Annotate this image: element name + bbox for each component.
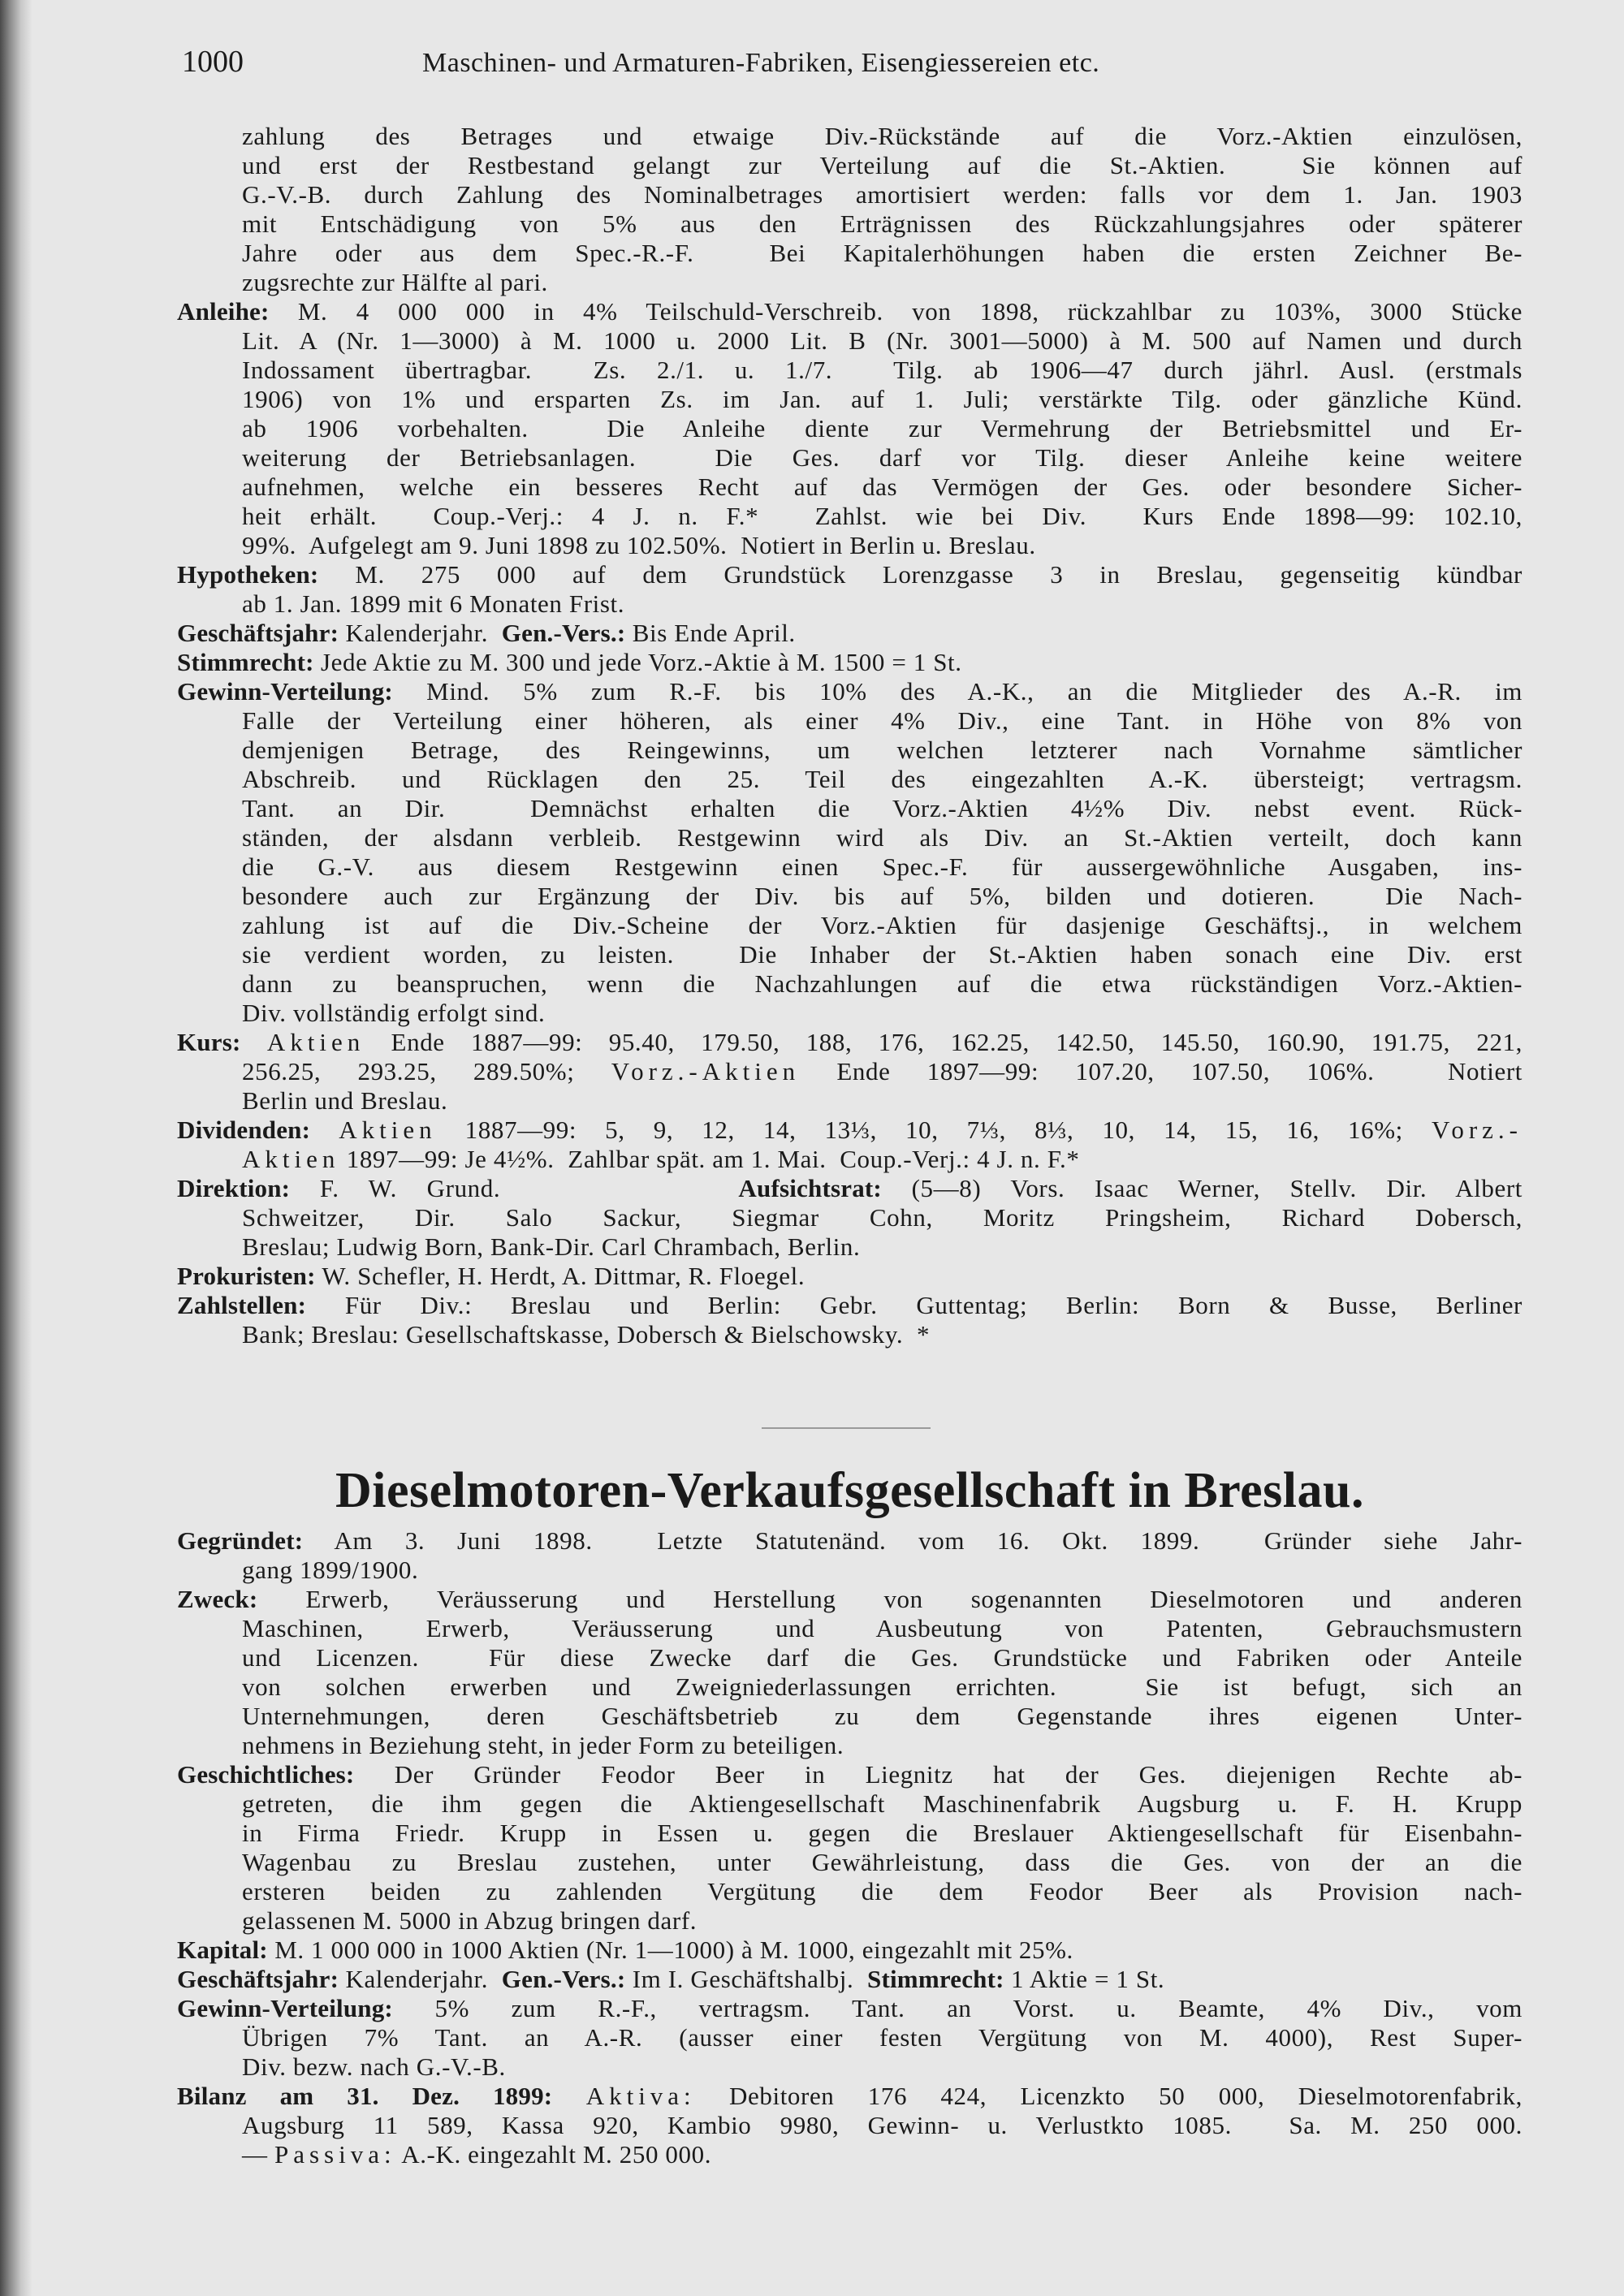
text-line [242,794,1522,823]
text-line [177,1262,1522,1291]
running-title: Maschinen- und Armaturen-Fabriken, Eisengiessereien etc. [422,48,1100,78]
text-line [242,2140,1522,2169]
text-segment: gelassenen M. 5000 in Abzug bringen darf. [242,1906,698,1935]
text-segment: 1906) von 1% und ersparten Zs. im Jan. auf 1. Juli; verstärkte Tilg. oder gänzliche Künd. [242,385,1522,413]
text-segment: die G.-V. aus diesem Restgewinn einen Spec.-F. für aussergewöhnliche Ausgaben, ins- [242,852,1522,881]
text-line [242,1906,1522,1936]
text-segment: ersteren beiden zu zahlenden Vergütung die dem Feodor Beer als Provision nach- [242,1877,1522,1905]
text-line [242,999,1522,1028]
text-line [242,180,1522,209]
text-line [242,852,1522,882]
text-line [242,209,1522,239]
text-line [242,589,1522,619]
text-segment: Tant. an Dir. Demnächst erhalten die Vorz.-Aktien 4½% Div. nebst event. Rück- [242,794,1522,822]
text-segment: Passiva: [274,2140,396,2169]
entry-label: Zahlstellen: [177,1291,307,1319]
inline-label: Aufsichtsrat: [738,1174,882,1202]
text-line [177,1965,1522,1994]
text-segment: Für Div.: Breslau und Berlin: Gebr. Guttentag; Berlin: Born & Busse, Berliner [344,1291,1522,1319]
entry [177,1028,1522,1116]
text-segment: M. 4 000 000 in 4% Teilschuld-Verschreib. von 1898, rückzahlbar zu 103%, 3000 Stücke [297,297,1522,326]
text-segment: 1 Aktie = 1 St. [1004,1965,1165,1993]
text-line [242,736,1522,765]
text-line [242,969,1522,999]
text-line [242,239,1522,268]
text-line [242,385,1522,414]
text-segment: Maschinen, Erwerb, Veräusserung und Ausbeutung von Patenten, Gebrauchsmustern [242,1614,1522,1642]
entry-label: Hypotheken: [177,560,319,589]
text-segment: Schweitzer, Dir. Salo Sackur, Siegmar Cohn, Moritz Pringsheim, Richard Dobersch, [242,1203,1522,1232]
text-line [242,1145,1522,1174]
text-line [177,1585,1522,1614]
entry [177,1262,1522,1291]
text-segment: ab 1906 vorbehalten. Die Anleihe diente zur Vermehrung der Betriebsmittel und Er- [242,414,1522,442]
text-segment: M. 1 000 000 in 1000 Aktien (Nr. 1—1000) à M. 1000, eingezahlt mit 25%. [274,1936,1073,1964]
text-line [242,1643,1522,1672]
text-segment: Der Gründer Feodor Beer in Liegnitz hat der Ges. diejenigen Rechte ab- [394,1760,1522,1789]
text-line [177,560,1522,589]
text-line [242,1556,1522,1585]
entry [177,619,1522,648]
entry-label: Geschäftsjahr: [177,1965,339,1993]
text-segment: Debitoren 176 424, Licenzkto 50 000, Dieselmotorenfabrik, [695,2082,1522,2110]
entry [177,1760,1522,1936]
text-segment: Lit. A (Nr. 1—3000) à M. 1000 u. 2000 Lit. B (Nr. 3001—5000) à M. 500 auf Namen und durch [242,326,1522,355]
text-segment: Mind. 5% zum R.-F. bis 10% des A.-K., an die Mitglieder des A.-R. im [426,677,1522,706]
text-segment: weiterung der Betriebsanlagen. Die Ges. darf vor Tilg. dieser Anleihe keine weitere [242,443,1522,472]
text-segment: Unternehmungen, deren Geschäftsbetrieb zu dem Gegenstande ihres eigenen Unter- [242,1702,1522,1730]
text-line [242,882,1522,911]
text-segment: Falle der Verteilung einer höheren, als einer 4% Div., eine Tant. in Höhe von 8% von [242,706,1522,735]
text-line [177,2082,1522,2111]
entry-label: Geschichtliches: [177,1760,355,1789]
text-line [242,940,1522,969]
entry-label: Zweck: [177,1585,258,1613]
text-line [242,356,1522,385]
text-segment: nehmens in Beziehung steht, in jeder Form zu beteiligen. [242,1731,844,1759]
text-line [242,1731,1522,1760]
text-line [242,2052,1522,2082]
text-segment: Div. bezw. nach G.-V.-B. [242,2052,506,2081]
text-segment: ab 1. Jan. 1899 mit 6 Monaten Frist. [242,589,625,618]
company-heading: Dieselmotoren-Verkaufsgesellschaft in Breslau. [335,1463,1364,1518]
entry [177,1965,1522,1994]
text-segment: ständen, der alsdann verbleib. Restgewinn wird als Div. an St.-Aktien verteilt, doch kann [242,823,1522,852]
text-line [242,326,1522,356]
text-segment: dann zu beanspruchen, wenn die Nachzahlungen auf die etwa rückständigen Vorz.-Aktien- [242,969,1522,998]
text-segment: 1887—99: 5, 9, 12, 14, 13⅓, 10, 7⅓, 8⅓, 10, 14, 15, 16, 16%; [436,1116,1432,1144]
text-line [242,1232,1522,1262]
text-segment: Im I. Geschäftshalbj. [625,1965,868,1993]
text-segment: Wagenbau zu Breslau zustehen, unter Gewährleistung, dass die Ges. von der an die [242,1848,1522,1876]
text-line [242,1203,1522,1232]
text-line [177,1174,1522,1203]
text-segment: gang 1899/1900. [242,1556,419,1584]
text-segment: Berlin und Breslau. [242,1086,448,1115]
text-segment: G.-V.-B. durch Zahlung des Nominalbetrages amortisiert werden: falls vor dem 1. Jan. 1903 [242,180,1522,209]
text-segment: 1897—99: Je 4½%. Zahlbar spät. am 1. Mai. Coup.-Verj.: 4 J. n. F.* [339,1145,1080,1173]
entry-label: Bilanz am 31. Dez. 1899: [177,2082,553,2110]
text-segment: mit Entschädigung von 5% aus den Erträgnissen des Rückzahlungsjahres oder späterer [242,209,1522,238]
text-line [242,443,1522,473]
entry [177,1994,1522,2082]
text-segment: heit erhält. Coup.-Verj.: 4 J. n. F.* Zahlst. wie bei Div. Kurs Ende 1898—99: 102.10, [242,502,1522,530]
text-line [242,1320,1522,1349]
text-line [242,268,1522,297]
page-number: 1000 [182,45,244,79]
entry-label: Gewinn-Verteilung: [177,677,393,706]
text-line [242,1702,1522,1731]
text-segment: Bank; Breslau: Gesellschaftskasse, Dobersch & Bielschowsky. * [242,1320,931,1349]
text-segment: Vorz.-Aktien [611,1057,801,1085]
text-line [242,122,1522,151]
text-segment: Übrigen 7% Tant. an A.-R. (ausser einer festen Vergütung von M. 4000), Rest Super- [242,2023,1522,2052]
text-line [177,1994,1522,2023]
text-segment: Aktien [339,1116,437,1144]
entry [177,560,1522,619]
text-line [242,1086,1522,1116]
scan-page-edge [0,0,32,2296]
entry [177,1936,1522,1965]
text-line [177,1936,1522,1965]
entry [177,297,1522,560]
text-segment: — [242,2140,274,2169]
text-segment: Bis Ende April. [625,619,796,647]
entry-label: Kapital: [177,1936,268,1964]
entry-label: Gewinn-Verteilung: [177,1994,393,2022]
text-line [242,1789,1522,1819]
text-line [177,648,1522,677]
text-line [177,1526,1522,1556]
section-divider [762,1427,931,1429]
entry-label: Stimmrecht: [177,648,314,676]
inline-label: Gen.-Vers.: [501,619,626,647]
entry-label: Dividenden: [177,1116,311,1144]
text-line [242,765,1522,794]
text-segment: Augsburg 11 589, Kassa 920, Kambio 9980, Gewinn- u. Verlustkto 1085. Sa. M. 250 000. [242,2111,1522,2139]
text-segment: aufnehmen, welche ein besseres Recht auf das Vermögen der Ges. oder besondere Sicher- [242,473,1522,501]
text-segment: M. 275 000 auf dem Grundstück Lorenzgasse 3 in Breslau, gegenseitig kündbar [355,560,1522,589]
text-segment: Ende 1897—99: 107.20, 107.50, 106%. Notiert [800,1057,1522,1085]
text-segment: getreten, die ihm gegen die Aktiengesellschaft Maschinenfabrik Augsburg u. F. H. Krupp [242,1789,1522,1818]
text-segment: demjenigen Betrage, des Reingewinns, um welchen letzterer nach Vornahme sämtlicher [242,736,1522,764]
text-line [177,1291,1522,1320]
entry-label: Gegründet: [177,1526,304,1555]
entry [177,1291,1522,1349]
text-segment: Jede Aktie zu M. 300 und jede Vorz.-Aktie à M. 1500 = 1 St. [321,648,962,676]
entry [177,2082,1522,2169]
text-segment: W. Schefler, H. Herdt, A. Dittmar, R. Floegel. [322,1262,806,1290]
section-dieselmotoren [177,1526,1522,2169]
text-segment: Breslau; Ludwig Born, Bank-Dir. Carl Chrambach, Berlin. [242,1232,861,1261]
text-line [242,531,1522,560]
text-line [242,823,1522,852]
text-segment: besondere auch zur Ergänzung der Div. bis auf 5%, bilden und dotieren. Die Nach- [242,882,1522,910]
text-segment: Div. vollständig erfolgt sind. [242,999,546,1027]
text-line [177,1116,1522,1145]
entry [177,1526,1522,1585]
text-segment: und erst der Restbestand gelangt zur Verteilung auf die St.-Aktien. Sie können auf [242,151,1522,179]
entry [177,1585,1522,1760]
text-segment: Kalenderjahr. [345,619,502,647]
entry-label: Anleihe: [177,297,270,326]
text-segment: Aktien [242,1145,340,1173]
text-segment: Indossament übertragbar. Zs. 2./1. u. 1./7. Tilg. ab 1906—47 durch jährl. Ausl. (erstmals [242,356,1522,384]
entry [177,122,1522,297]
text-line [242,1819,1522,1848]
text-segment: Abschreib. und Rücklagen den 25. Teil des eingezahlten A.-K. übersteigt; vertragsm. [242,765,1522,793]
text-segment: sie verdient worden, zu leisten. Die Inhaber der St.-Aktien haben sonach eine Div. erst [242,940,1522,969]
entry-label: Geschäftsjahr: [177,619,339,647]
text-segment: und Licenzen. Für diese Zwecke darf die Ges. Grundstücke und Fabriken oder Anteile [242,1643,1522,1672]
inline-label: Gen.-Vers.: [501,1965,626,1993]
text-line [242,414,1522,443]
text-segment: von solchen erwerben und Zweigniederlassungen errichten. Sie ist befugt, sich an [242,1672,1522,1701]
text-segment: Jahre oder aus dem Spec.-R.-F. Bei Kapitalerhöhungen haben die ersten Zeichner Be- [242,239,1522,267]
text-segment: zugsrechte zur Hälfte al pari. [242,268,548,296]
entry [177,1174,1522,1262]
text-line [242,706,1522,736]
text-segment: Aktiva: [585,2082,696,2110]
text-line [242,911,1522,940]
text-line [242,2023,1522,2052]
text-line [177,677,1522,706]
text-segment: Ende 1887—99: 95.40, 179.50, 188, 176, 162.25, 142.50, 145.50, 160.90, 191.75, 221, [365,1028,1522,1056]
text-line [242,1877,1522,1906]
text-line [242,2111,1522,2140]
entry [177,1116,1522,1174]
text-segment: zahlung ist auf die Div.-Scheine der Vorz.-Aktien für dasjenige Geschäftsj., in welchem [242,911,1522,939]
entry-label: Prokuristen: [177,1262,316,1290]
section-previous-company-continued [177,122,1522,1349]
entry [177,648,1522,677]
text-line [242,1614,1522,1643]
text-line [242,502,1522,531]
entry-label: Direktion: [177,1174,291,1202]
text-segment: Aktien [266,1028,365,1056]
text-line [242,1672,1522,1702]
text-segment: Am 3. Juni 1898. Letzte Statutenänd. vom 16. Okt. 1899. Gründer siehe Jahr- [334,1526,1523,1555]
text-segment: A.-K. eingezahlt M. 250 000. [395,2140,712,2169]
text-line [177,619,1522,648]
text-line [242,473,1522,502]
text-segment: 99%. Aufgelegt am 9. Juni 1898 zu 102.50%. Notiert in Berlin u. Breslau. [242,531,1036,559]
entry [177,677,1522,1028]
text-segment: in Firma Friedr. Krupp in Essen u. gegen die Breslauer Aktiengesellschaft für Eisenbahn- [242,1819,1522,1847]
text-segment: Vorz.- [1431,1116,1522,1144]
text-segment: (5—8) Vors. Isaac Werner, Stellv. Dir. Albert [881,1174,1522,1202]
text-segment: Kalenderjahr. [345,1965,502,1993]
text-line [177,1760,1522,1789]
inline-label: Stimmrecht: [867,1965,1004,1993]
text-segment: zahlung des Betrages und etwaige Div.-Rückstände auf die Vorz.-Aktien einzulösen, [242,122,1522,150]
text-segment: 5% zum R.-F., vertragsm. Tant. an Vorst. u. Beamte, 4% Div., vom [434,1994,1522,2022]
text-segment: Erwerb, Veräusserung und Herstellung von sogenannten Dieselmotoren und anderen [305,1585,1522,1613]
text-line [177,1028,1522,1057]
text-line [242,1057,1522,1086]
text-segment: 256.25, 293.25, 289.50%; [242,1057,611,1085]
text-segment: F. W. Grund. [319,1174,739,1202]
text-line [242,1848,1522,1877]
entry-label: Kurs: [177,1028,241,1056]
text-line [242,151,1522,180]
text-line [177,297,1522,326]
